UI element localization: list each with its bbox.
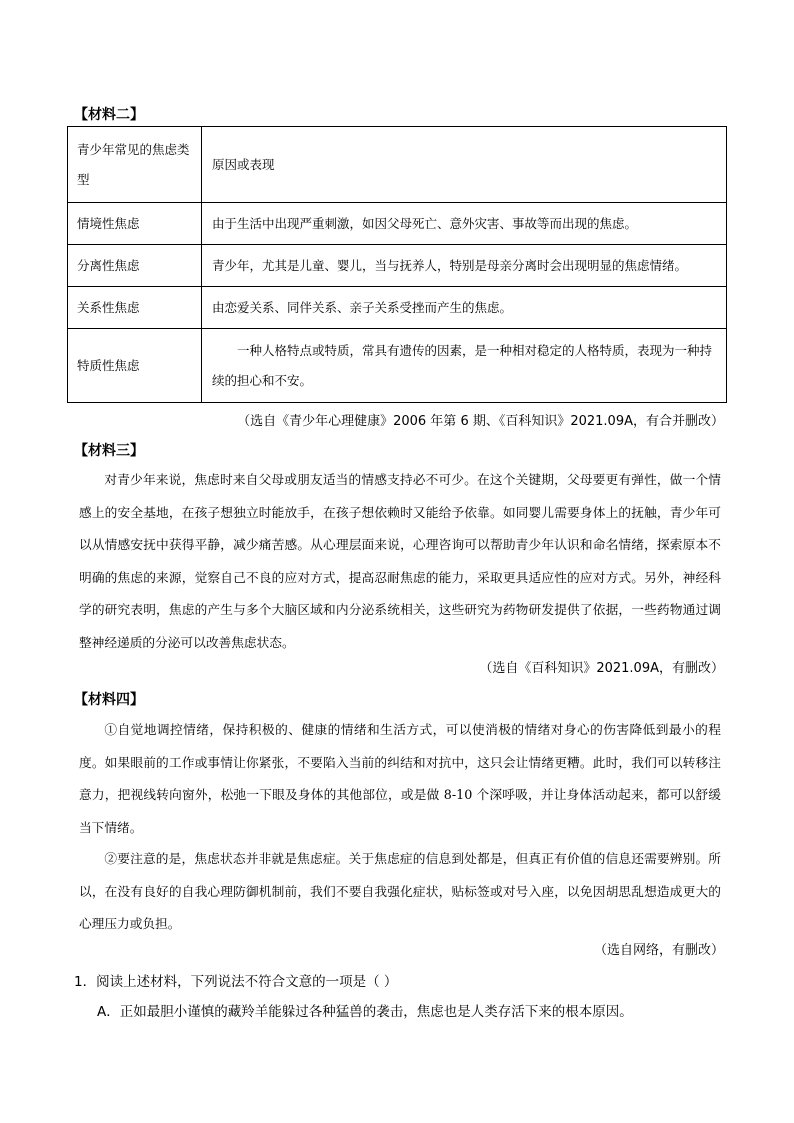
table-cell-type: 特质性焦虑: [68, 329, 202, 403]
material4-heading: 【材料四】: [74, 692, 144, 708]
material4-source: （选自网络，有删改）: [593, 943, 724, 958]
material3-heading: 【材料三】: [74, 443, 144, 459]
material4-paragraph-1: ①自觉地调控情绪，保持积极的、健康的情绪和生活方式，可以使消极的情绪对身心的伤害降低到最小的程度。如果眼前的工作或事情让你紧张，不要陷入当前的纠结和对抗中，这只会让情绪更糟。此时，我们可以转移注意力，把视线转向窗外，松弛一下眼及身体的其他部位，或是做 8-10 个深呼吸，并让身体活动起来，都可以舒缓当下情绪。: [79, 722, 721, 835]
table-cell-description: 由于生活中出现严重刺激，如因父母死亡、意外灾害、事故等而出现的焦虑。: [202, 203, 727, 245]
material2-heading: 【材料二】: [74, 107, 144, 123]
question-stem: 1．阅读上述材料，下列说法不符合文意的一项是（ ）: [74, 974, 398, 990]
table-row: [68, 287, 727, 329]
table-header-cell: 青少年常见的焦虑类型: [68, 127, 202, 203]
table-row: [68, 245, 727, 287]
anxiety-types-table: [67, 126, 727, 403]
material2-source: （选自《青少年心理健康》2006 年第 6 期、《百科知识》2021.09A，有合并删改）: [237, 414, 724, 429]
table-cell-type: 分离性焦虑: [68, 245, 202, 287]
table-cell-description: 青少年，尤其是儿童、婴儿，当与抚养人，特别是母亲分离时会出现明显的焦虑情绪。: [202, 245, 727, 287]
table-cell-type: 情境性焦虑: [68, 203, 202, 245]
table-cell-description: 一种人格特点或特质，常具有遗传的因素，是一种相对稳定的人格特质，表现为一种持续的担心和不安。: [202, 329, 727, 403]
material4-paragraph-2: ②要注意的是，焦虑状态并非就是焦虑症。关于焦虑症的信息到处都是，但真正有价值的信息还需要辨别。所以，在没有良好的自我心理防御机制前，我们不要自我强化症状，贴标签或对号入座，以免因胡思乱想造成更大的心理压力或负担。: [79, 851, 721, 931]
table-cell-type: 关系性焦虑: [68, 287, 202, 329]
material3-paragraph: 对青少年来说，焦虑时来自父母或朋友适当的情感支持必不可少。在这个关键期，父母要更有弹性，做一个情感上的安全基地，在孩子想独立时能放手，在孩子想依赖时又能给予依靠。如同婴儿需要身体上的抚触，青少年可以从情感安抚中获得平静，减少痛苦感。从心理层面来说，心理咨询可以帮助青少年认识和命名情绪，探索原本不明确的焦虑的来源，觉察自己不良的应对方式，提高忍耐焦虑的能力，采取更具适应性的应对方式。另外，神经科学的研究表明，焦虑的产生与多个大脑区域和内分泌系统相关，这些研究为药物研发提供了依据，一些药物通过调整神经递质的分泌可以改善焦虑状态。: [79, 472, 721, 650]
material3-source: （选自《百科知识》2021.09A，有删改）: [479, 661, 724, 676]
table-row: [68, 329, 727, 403]
table-cell-description: 由恋爱关系、同伴关系、亲子关系受挫而产生的焦虑。: [202, 287, 727, 329]
question-option-a: A．正如最胆小谨慎的藏羚羊能躲过各种猛兽的袭击，焦虑也是人类存活下来的根本原因。: [97, 1004, 633, 1020]
table-header-cell: 原因或表现: [202, 127, 727, 203]
table-header-row: [68, 127, 727, 203]
table-row: [68, 203, 727, 245]
